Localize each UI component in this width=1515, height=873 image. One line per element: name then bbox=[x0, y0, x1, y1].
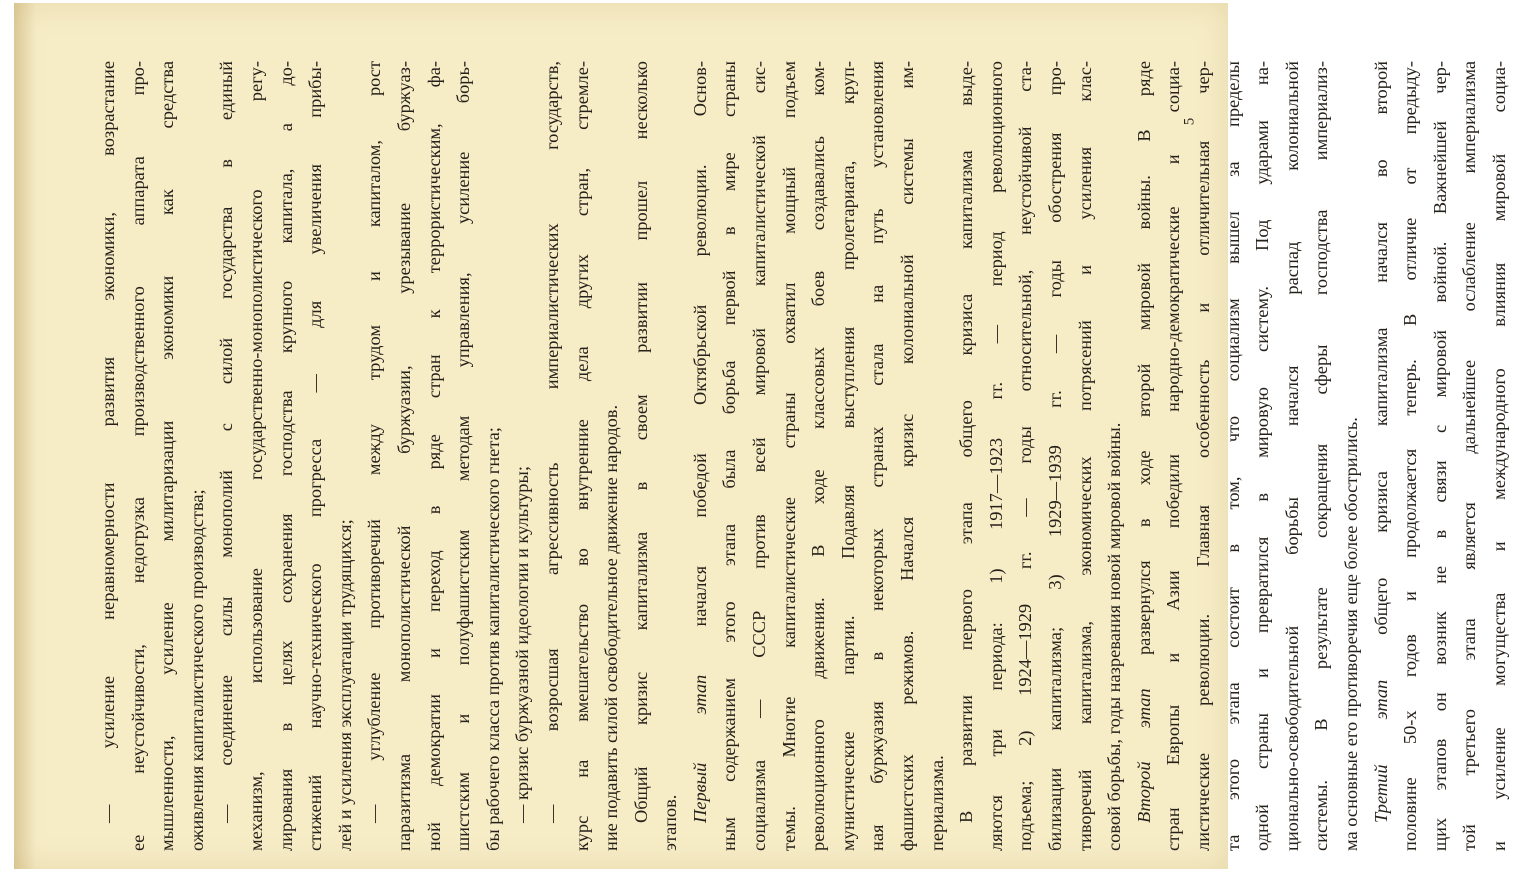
text-line: механизм, использование государственно-монополистического регу- bbox=[245, 61, 266, 851]
text-line: билизации капитализма; 3) 1929—1939 гг. — годы обострения про- bbox=[1045, 61, 1065, 851]
text-line: щих этапов он возник не в связи с мировой войной. Важнейшей чер- bbox=[1429, 61, 1450, 851]
text-line: той третьего этапа является дальнейшее ослабление империализма bbox=[1459, 61, 1480, 851]
text-line: мышленности, усиление милитаризации экономики как средства bbox=[157, 61, 178, 851]
text-line: ма основные его противоречия еще более обострились. bbox=[1340, 417, 1361, 851]
text-line: темы. Многие капиталистические страны охватил мощный подъем bbox=[778, 61, 799, 851]
text-line: ной демократии и переход в ряде стран к террористическим, фа- bbox=[423, 61, 444, 851]
text-line: лей и усиления эксплуатации трудящихся; bbox=[334, 519, 355, 851]
text-line: стран Европы и Азии победили народно-демократические и социа- bbox=[1163, 61, 1184, 851]
page-edge-shadow bbox=[14, 3, 36, 869]
text-line: ным содержанием этого этапа была борьба первой в мире страны bbox=[719, 61, 740, 851]
text-line: фашистских режимов. Начался кризис колониальной системы им- bbox=[897, 61, 918, 851]
text-line: ная буржуазия в некоторых странах стала на путь установления bbox=[867, 61, 888, 851]
text-line: Общий кризис капитализма в своем развитии прошел несколько bbox=[630, 61, 651, 823]
document-page bbox=[14, 3, 1509, 869]
text-line: — усиление неравномерности развития экономики, возрастание bbox=[98, 61, 118, 823]
text-line: совой борьбы, годы назревания новой мировой войны. bbox=[1104, 422, 1125, 851]
text-line: та этого этапа состоит в том, что социализм вышел за пределы bbox=[1222, 61, 1243, 851]
text-line: одной страны и превратился в мировую систему. Под ударами на- bbox=[1252, 61, 1273, 851]
text-line: стижений научно-технического прогресса — для увеличения прибы- bbox=[305, 61, 326, 851]
text-line: Второй этап развернулся в ходе второй мировой войны. В ряде bbox=[1133, 61, 1154, 823]
text-line: половине 50-х годов и продолжается теперь. В отличие от предыду- bbox=[1400, 61, 1421, 851]
text-line: системы. В результате сокращения сферы господства империализ- bbox=[1311, 61, 1332, 851]
page-number: 5 bbox=[1181, 117, 1198, 126]
page-body-text bbox=[94, 61, 1509, 851]
italic-lead: Третий этап bbox=[1370, 679, 1391, 823]
text-line: шистским и полуфашистским методам управления, усиление борь- bbox=[453, 61, 474, 851]
text-line: лирования в целях сохранения господства крупного капитала, а до- bbox=[275, 61, 296, 851]
text-line: ее неустойчивости, недогрузка производственного аппарата про- bbox=[127, 61, 148, 851]
text-line: — возросшая агрессивность империалистических государств, bbox=[541, 61, 562, 823]
text-line: — углубление противоречий между трудом и капиталом, рост bbox=[364, 61, 385, 823]
text-line: паразитизма монополистической буржуазии, урезывание буржуаз- bbox=[393, 61, 414, 851]
text-line: В развитии первого этапа общего кризиса капитализма выде- bbox=[956, 61, 977, 823]
italic-lead: Первый этап bbox=[689, 674, 710, 823]
text-line: — кризис буржуазной идеологии и культуры; bbox=[512, 466, 533, 823]
text-line: мунистические партии. Подавляя выступления пролетариата, круп- bbox=[837, 61, 858, 851]
text-line: оживления капиталистического производства; bbox=[186, 489, 207, 851]
text-line: ние подавить силой освободительное движение народов. bbox=[601, 404, 622, 851]
text-line: революционного движения. В ходе классовых боев создавались ком- bbox=[808, 61, 829, 851]
text-line: курс на вмешательство во внутренние дела других стран, стремле- bbox=[571, 61, 592, 851]
text-line: периализма. bbox=[926, 755, 947, 851]
text-line: социализма — СССР против всей мировой капиталистической сис- bbox=[749, 61, 770, 851]
text-line: тиворечий капитализма, экономических потрясений и усиления клас- bbox=[1074, 61, 1095, 851]
text-line: подъема; 2) 1924—1929 гг. — годы относительной, неустойчивой ста- bbox=[1015, 61, 1036, 851]
italic-lead: Второй этап bbox=[1133, 688, 1154, 823]
text-line: — соединение силы монополий с силой государства в единый bbox=[216, 61, 237, 823]
text-line: листические революции. Главная особенность и отличительная чер- bbox=[1192, 61, 1213, 851]
text-line: этапов. bbox=[660, 794, 681, 851]
text-line: ляются три периода: 1) 1917—1923 гг. — период революционного bbox=[985, 61, 1006, 851]
text-line: и усиление могущества и международного влияния мировой социа- bbox=[1488, 61, 1509, 851]
text-line: Третий этап общего кризиса капитализма начался во второй bbox=[1370, 61, 1391, 823]
text-line: бы рабочего класса против капиталистического гнета; bbox=[482, 427, 503, 851]
text-line: ционально-освободительной борьбы начался распад колониальной bbox=[1281, 61, 1302, 851]
text-line: Первый этап начался победой Октябрьской революции. Основ- bbox=[689, 61, 710, 823]
